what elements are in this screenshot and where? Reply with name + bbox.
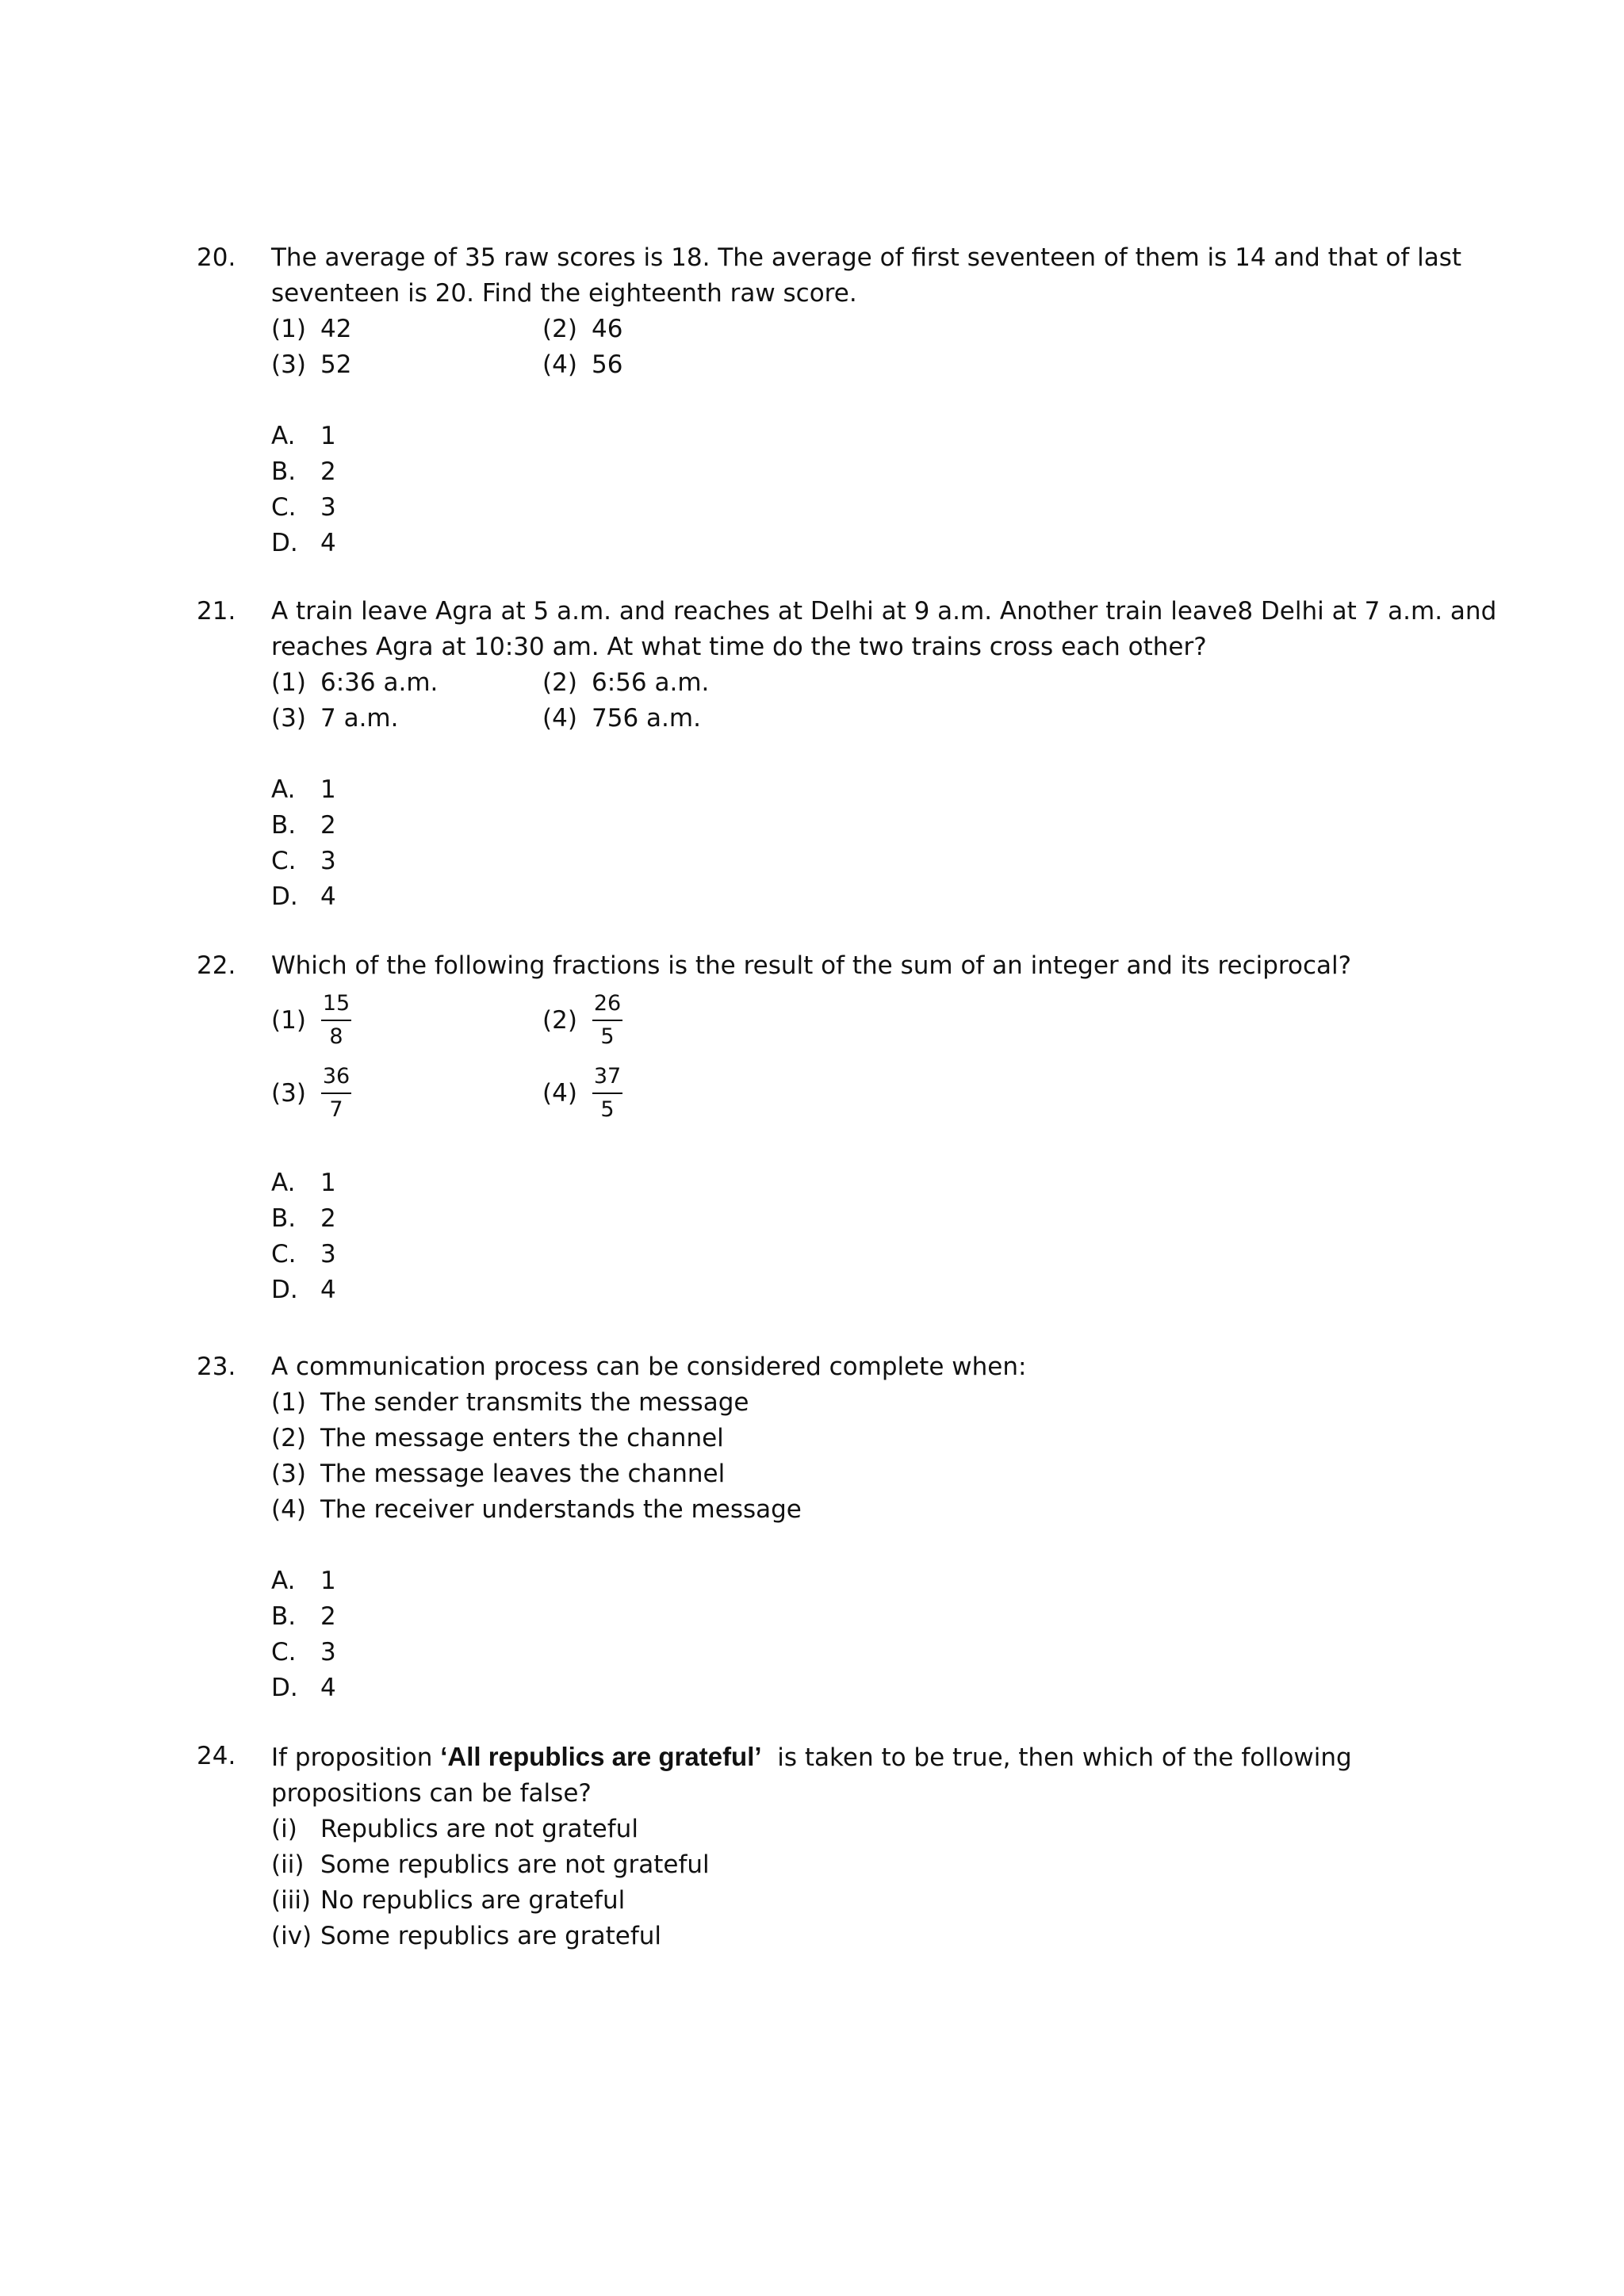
answer-c[interactable] <box>271 1237 1497 1272</box>
answer-text: 1 <box>320 1567 336 1595</box>
answer-b[interactable] <box>271 808 1497 844</box>
question-body <box>271 594 1497 915</box>
option-text: Republics are not grateful <box>320 1815 638 1843</box>
stem-text-after: is taken to be true, then which of the following propositions can be false? <box>271 1743 1360 1808</box>
answer-a[interactable] <box>271 772 1497 808</box>
option-text: The message enters the channel <box>320 1424 724 1452</box>
answer-label: A. <box>271 422 296 450</box>
option-text: No republics are grateful <box>320 1886 626 1915</box>
answer-text: 1 <box>320 422 336 450</box>
fraction-denominator: 5 <box>600 1097 615 1122</box>
question-body <box>271 1739 1497 1954</box>
option-1[interactable] <box>271 312 542 347</box>
answer-c[interactable] <box>271 490 1497 526</box>
option-text: 56 <box>592 350 623 379</box>
question-stem: A train leave Agra at 5 a.m. and reaches at Delhi at 9 a.m. Another train leave8 Delhi at 7 a.m. and reaches Agra at 10:30 am. At what time do the two trains cross each other? <box>271 597 1497 661</box>
question-stem: Which of the following fractions is the result of the sum of an integer and its reciprocal? <box>271 951 1352 980</box>
answer-b[interactable] <box>271 1201 1497 1237</box>
option-label: (1) <box>271 315 306 343</box>
option-label: (iii) <box>271 1886 312 1915</box>
answer-d[interactable] <box>271 879 1497 915</box>
answer-choices <box>271 1165 1497 1308</box>
answer-label: C. <box>271 847 297 875</box>
option-label: (1) <box>271 1388 306 1417</box>
answer-choices <box>271 772 1497 915</box>
option-3[interactable] <box>271 1057 542 1130</box>
question-stem <box>271 1739 1497 1812</box>
option-label: (4) <box>542 704 577 733</box>
stem-bold-proposition: ‘All republics are grateful’ <box>440 1742 762 1771</box>
answer-label: C. <box>271 493 297 522</box>
answer-label: D. <box>271 529 298 557</box>
option-2[interactable] <box>542 984 814 1057</box>
answer-text: 4 <box>320 1674 336 1702</box>
answer-text: 2 <box>320 1204 336 1233</box>
answer-label: D. <box>271 1674 298 1702</box>
answer-text: 2 <box>320 1602 336 1631</box>
answer-a[interactable] <box>271 1165 1497 1201</box>
option-3[interactable] <box>271 701 542 737</box>
answer-label: C. <box>271 1240 297 1269</box>
option-iv[interactable] <box>271 1919 1497 1954</box>
option-label: (3) <box>271 350 306 379</box>
option-label: (3) <box>271 704 306 733</box>
option-label: (3) <box>271 1078 306 1108</box>
answer-d[interactable] <box>271 1272 1497 1308</box>
answer-text: 1 <box>320 775 336 804</box>
fraction <box>592 989 623 1051</box>
answer-text: 3 <box>320 1240 336 1269</box>
answer-d[interactable] <box>271 1670 1497 1706</box>
option-3[interactable] <box>271 347 542 383</box>
answer-text: 4 <box>320 1276 336 1304</box>
answer-label: B. <box>271 1602 297 1631</box>
answer-choices <box>271 419 1497 561</box>
option-3[interactable] <box>271 1456 1497 1492</box>
fraction-denominator: 7 <box>329 1097 343 1122</box>
option-list <box>271 1385 1497 1528</box>
answer-a[interactable] <box>271 419 1497 454</box>
answer-text: 3 <box>320 493 336 522</box>
fraction-numerator: 36 <box>321 1062 351 1094</box>
fraction-numerator: 15 <box>321 989 351 1021</box>
option-label: (2) <box>542 1005 577 1035</box>
answer-label: B. <box>271 1204 297 1233</box>
option-text: 6:36 a.m. <box>320 668 439 697</box>
question-stem: The average of 35 raw scores is 18. The average of first seventeen of them is 14 and that of last seventeen is 20. Find the eighteenth raw score. <box>271 243 1462 308</box>
question-stem: A communication process can be considered complete when: <box>271 1353 1027 1381</box>
answer-text: 1 <box>320 1169 336 1197</box>
option-4[interactable] <box>271 1492 1497 1528</box>
option-1[interactable] <box>271 1385 1497 1421</box>
option-label: (3) <box>271 1460 306 1488</box>
option-text: 756 a.m. <box>592 704 701 733</box>
option-label: (4) <box>542 1078 577 1108</box>
answer-d[interactable] <box>271 526 1497 561</box>
option-text: Some republics are not grateful <box>320 1850 710 1879</box>
option-grid <box>271 665 1497 737</box>
option-label: (2) <box>542 668 577 697</box>
question-number: 22. <box>197 951 236 980</box>
option-text: 6:56 a.m. <box>592 668 710 697</box>
option-label: (1) <box>271 1005 306 1035</box>
answer-label: B. <box>271 457 297 486</box>
option-4[interactable] <box>542 701 814 737</box>
answer-text: 4 <box>320 882 336 911</box>
option-label: (4) <box>271 1495 306 1524</box>
option-text: The message leaves the channel <box>320 1460 726 1488</box>
option-label: (ii) <box>271 1850 304 1879</box>
option-2[interactable] <box>542 665 814 701</box>
fraction <box>320 1062 352 1124</box>
option-ii[interactable] <box>271 1847 1497 1883</box>
question-body <box>271 240 1497 561</box>
answer-label: D. <box>271 882 298 911</box>
option-2[interactable] <box>542 312 814 347</box>
answer-label: A. <box>271 1567 296 1595</box>
answer-text: 2 <box>320 811 336 840</box>
option-label: (iv) <box>271 1922 312 1950</box>
option-4[interactable] <box>542 1057 814 1130</box>
option-2[interactable] <box>271 1421 1497 1456</box>
option-label: (2) <box>271 1424 306 1452</box>
answer-label: B. <box>271 811 297 840</box>
answer-choices <box>271 1563 1497 1706</box>
option-i[interactable] <box>271 1812 1497 1847</box>
option-label: (4) <box>542 350 577 379</box>
option-text: 46 <box>592 315 623 343</box>
fraction-denominator: 8 <box>329 1024 343 1049</box>
fraction-numerator: 26 <box>592 989 622 1021</box>
answer-c[interactable] <box>271 1635 1497 1670</box>
option-grid <box>271 312 1497 383</box>
option-4[interactable] <box>542 347 814 383</box>
answer-label: C. <box>271 1638 297 1667</box>
option-text: 42 <box>320 315 352 343</box>
answer-b[interactable] <box>271 454 1497 490</box>
answer-c[interactable] <box>271 844 1497 879</box>
question-body <box>271 948 1497 1308</box>
option-text: Some republics are grateful <box>320 1922 661 1950</box>
fraction-numerator: 37 <box>592 1062 622 1094</box>
question-number: 24. <box>197 1742 236 1770</box>
fraction <box>592 1062 623 1124</box>
option-1[interactable] <box>271 665 542 701</box>
option-text: The sender transmits the message <box>320 1388 749 1417</box>
option-grid <box>271 984 1497 1130</box>
fraction-denominator: 5 <box>600 1024 615 1049</box>
question-number: 20. <box>197 243 236 272</box>
option-1[interactable] <box>271 984 542 1057</box>
answer-label: A. <box>271 775 296 804</box>
option-iii[interactable] <box>271 1883 1497 1919</box>
answer-text: 3 <box>320 1638 336 1667</box>
answer-label: D. <box>271 1276 298 1304</box>
option-label: (1) <box>271 668 306 697</box>
question-number: 21. <box>197 597 236 626</box>
option-text: 52 <box>320 350 352 379</box>
question-number: 23. <box>197 1353 236 1381</box>
answer-b[interactable] <box>271 1599 1497 1635</box>
answer-text: 2 <box>320 457 336 486</box>
answer-text: 3 <box>320 847 336 875</box>
fraction <box>320 989 352 1051</box>
option-label: (2) <box>542 315 577 343</box>
answer-label: A. <box>271 1169 296 1197</box>
question-body <box>271 1349 1497 1706</box>
option-label: (i) <box>271 1815 297 1843</box>
answer-a[interactable] <box>271 1563 1497 1599</box>
option-list <box>271 1812 1497 1954</box>
option-text: The receiver understands the message <box>320 1495 802 1524</box>
option-text: 7 a.m. <box>320 704 399 733</box>
stem-text-before: If proposition <box>271 1743 441 1772</box>
answer-text: 4 <box>320 529 336 557</box>
